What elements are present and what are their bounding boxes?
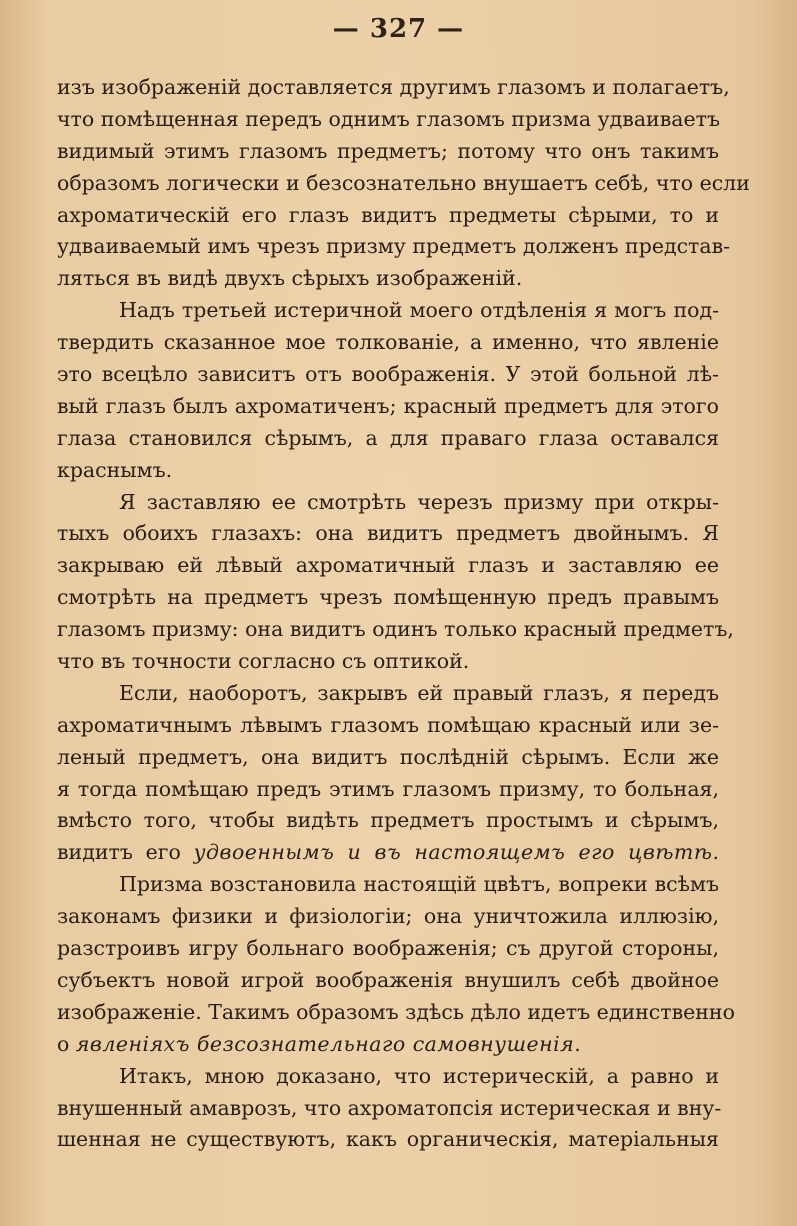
text-line — [57, 1093, 722, 1125]
text-run: это всецѣло зависитъ отъ воображенiя. У этой больной лѣ- — [57, 362, 719, 387]
text-line — [57, 1124, 719, 1156]
text-line — [57, 774, 719, 806]
text-line — [57, 614, 734, 646]
text-line — [57, 455, 719, 487]
text-line — [57, 327, 719, 359]
text-run: изображенiе. Такимъ образомъ здѣсь дѣло идетъ единственно — [57, 999, 735, 1024]
text-line — [57, 678, 719, 710]
text-line — [57, 805, 719, 837]
text-run: ляться въ видѣ двухъ сѣрыхъ изображенiй. — [57, 266, 523, 291]
text-line — [57, 295, 719, 327]
text-run: я тогда помѣщаю предъ этимъ глазомъ призму, то больная, — [57, 776, 719, 801]
text-line — [57, 72, 730, 104]
text-run: видитъ его — [57, 840, 194, 865]
text-line — [57, 582, 719, 614]
text-run: внушенный амаврозъ, что ахроматопсiя истерическая и вну- — [57, 1095, 722, 1120]
text-line — [57, 263, 719, 295]
text-run: леный предметъ, она видитъ послѣднiй сѣрымъ. Если же — [57, 744, 719, 769]
text-line — [57, 965, 719, 997]
text-run: закрываю ей лѣвый ахроматичный глазъ и заставляю ее — [57, 553, 719, 578]
text-run: изъ изображенiй доставляется другимъ глазомъ и полагаетъ, — [57, 75, 730, 99]
text-run: Итакъ, мною доказано, что истерическiй, а равно и — [119, 1063, 719, 1088]
text-run: Надъ третьей истеричной моего отдѣленiя я могъ под- — [119, 298, 719, 323]
text-run: вмѣсто того, чтобы видѣть предметъ простымъ и сѣрымъ, — [57, 808, 719, 833]
text-line — [57, 901, 719, 933]
text-line — [57, 997, 735, 1029]
text-run: что помѣщенная передъ однимъ глазомъ призма удваиваетъ — [57, 106, 720, 131]
text-line — [57, 646, 719, 678]
text-line — [57, 550, 719, 582]
text-run: краснымъ. — [57, 457, 173, 482]
text-line — [57, 1029, 719, 1061]
text-line — [57, 423, 719, 455]
text-run: о — [57, 1031, 76, 1056]
text-line — [57, 518, 719, 550]
text-line — [57, 200, 719, 232]
text-run: разстроивъ игру больнаго воображенiя; съ другой стороны, — [57, 936, 719, 961]
text-line — [57, 742, 719, 774]
text-run: ахроматическiй его глазъ видитъ предметы сѣрыми, то и — [57, 202, 719, 227]
text-run: вый глазъ былъ ахроматиченъ; красный предметъ для этого — [57, 393, 719, 418]
text-run: образомъ логически и безсознательно внушаетъ себѣ, что если — [57, 170, 750, 195]
text-run: ахроматичнымъ лѣвымъ глазомъ помѣщаю красный или зе- — [57, 712, 719, 737]
text-run: . — [712, 840, 719, 865]
text-run: твердить сказанное мое толкованiе, а именно, что явленiе — [57, 330, 719, 355]
italic-text: явленiяхъ безсознательнаго самовнушенiя — [75, 1031, 575, 1056]
text-run: удваиваемый имъ чрезъ призму предметъ долженъ представ- — [57, 234, 731, 259]
page-number: — 327 — — [332, 14, 465, 44]
text-run: субъектъ новой игрой воображенiя внушилъ себѣ двойное — [57, 967, 719, 992]
text-run: Я заставляю ее смотрѣть черезъ призму при откры- — [119, 489, 719, 514]
text-line — [57, 933, 719, 965]
text-run: видимый этимъ глазомъ предметъ; потому что онъ такимъ — [57, 138, 719, 163]
text-line — [57, 104, 719, 136]
text-run: . — [574, 1031, 581, 1056]
text-run: Если, наоборотъ, закрывъ ей правый глазъ, я передъ — [119, 680, 719, 705]
italic-text: удвоеннымъ и въ настоящемъ его цвѣтѣ — [193, 840, 713, 865]
text-run: глазомъ призму: она видитъ одинъ только красный предметъ, — [57, 617, 734, 642]
text-run: что въ точности согласно съ оптикой. — [57, 649, 470, 674]
text-line — [57, 391, 719, 423]
text-line — [57, 231, 731, 263]
text-run: смотрѣть на предметъ чрезъ помѣщенную предъ правымъ — [57, 585, 719, 610]
text-run: тыхъ обоихъ глазахъ: она видитъ предметъ двойнымъ. Я — [57, 521, 719, 546]
text-line — [57, 710, 719, 742]
text-line — [57, 837, 719, 869]
text-line — [57, 1061, 719, 1093]
text-run: глаза становился сѣрымъ, а для праваго глаза оставался — [57, 425, 719, 450]
text-line — [57, 359, 719, 391]
text-line — [57, 869, 719, 901]
body-text — [57, 72, 750, 1156]
text-line — [57, 487, 719, 519]
text-run: законамъ физики и физiологiи; она уничтожила иллюзiю, — [57, 904, 719, 929]
text-run: шенная не существуютъ, какъ органическiя, матерiальныя — [57, 1127, 719, 1152]
text-line — [57, 168, 750, 200]
text-run: Призма возстановила настоящiй цвѣтъ, вопреки всѣмъ — [119, 872, 719, 897]
text-line — [57, 136, 719, 168]
